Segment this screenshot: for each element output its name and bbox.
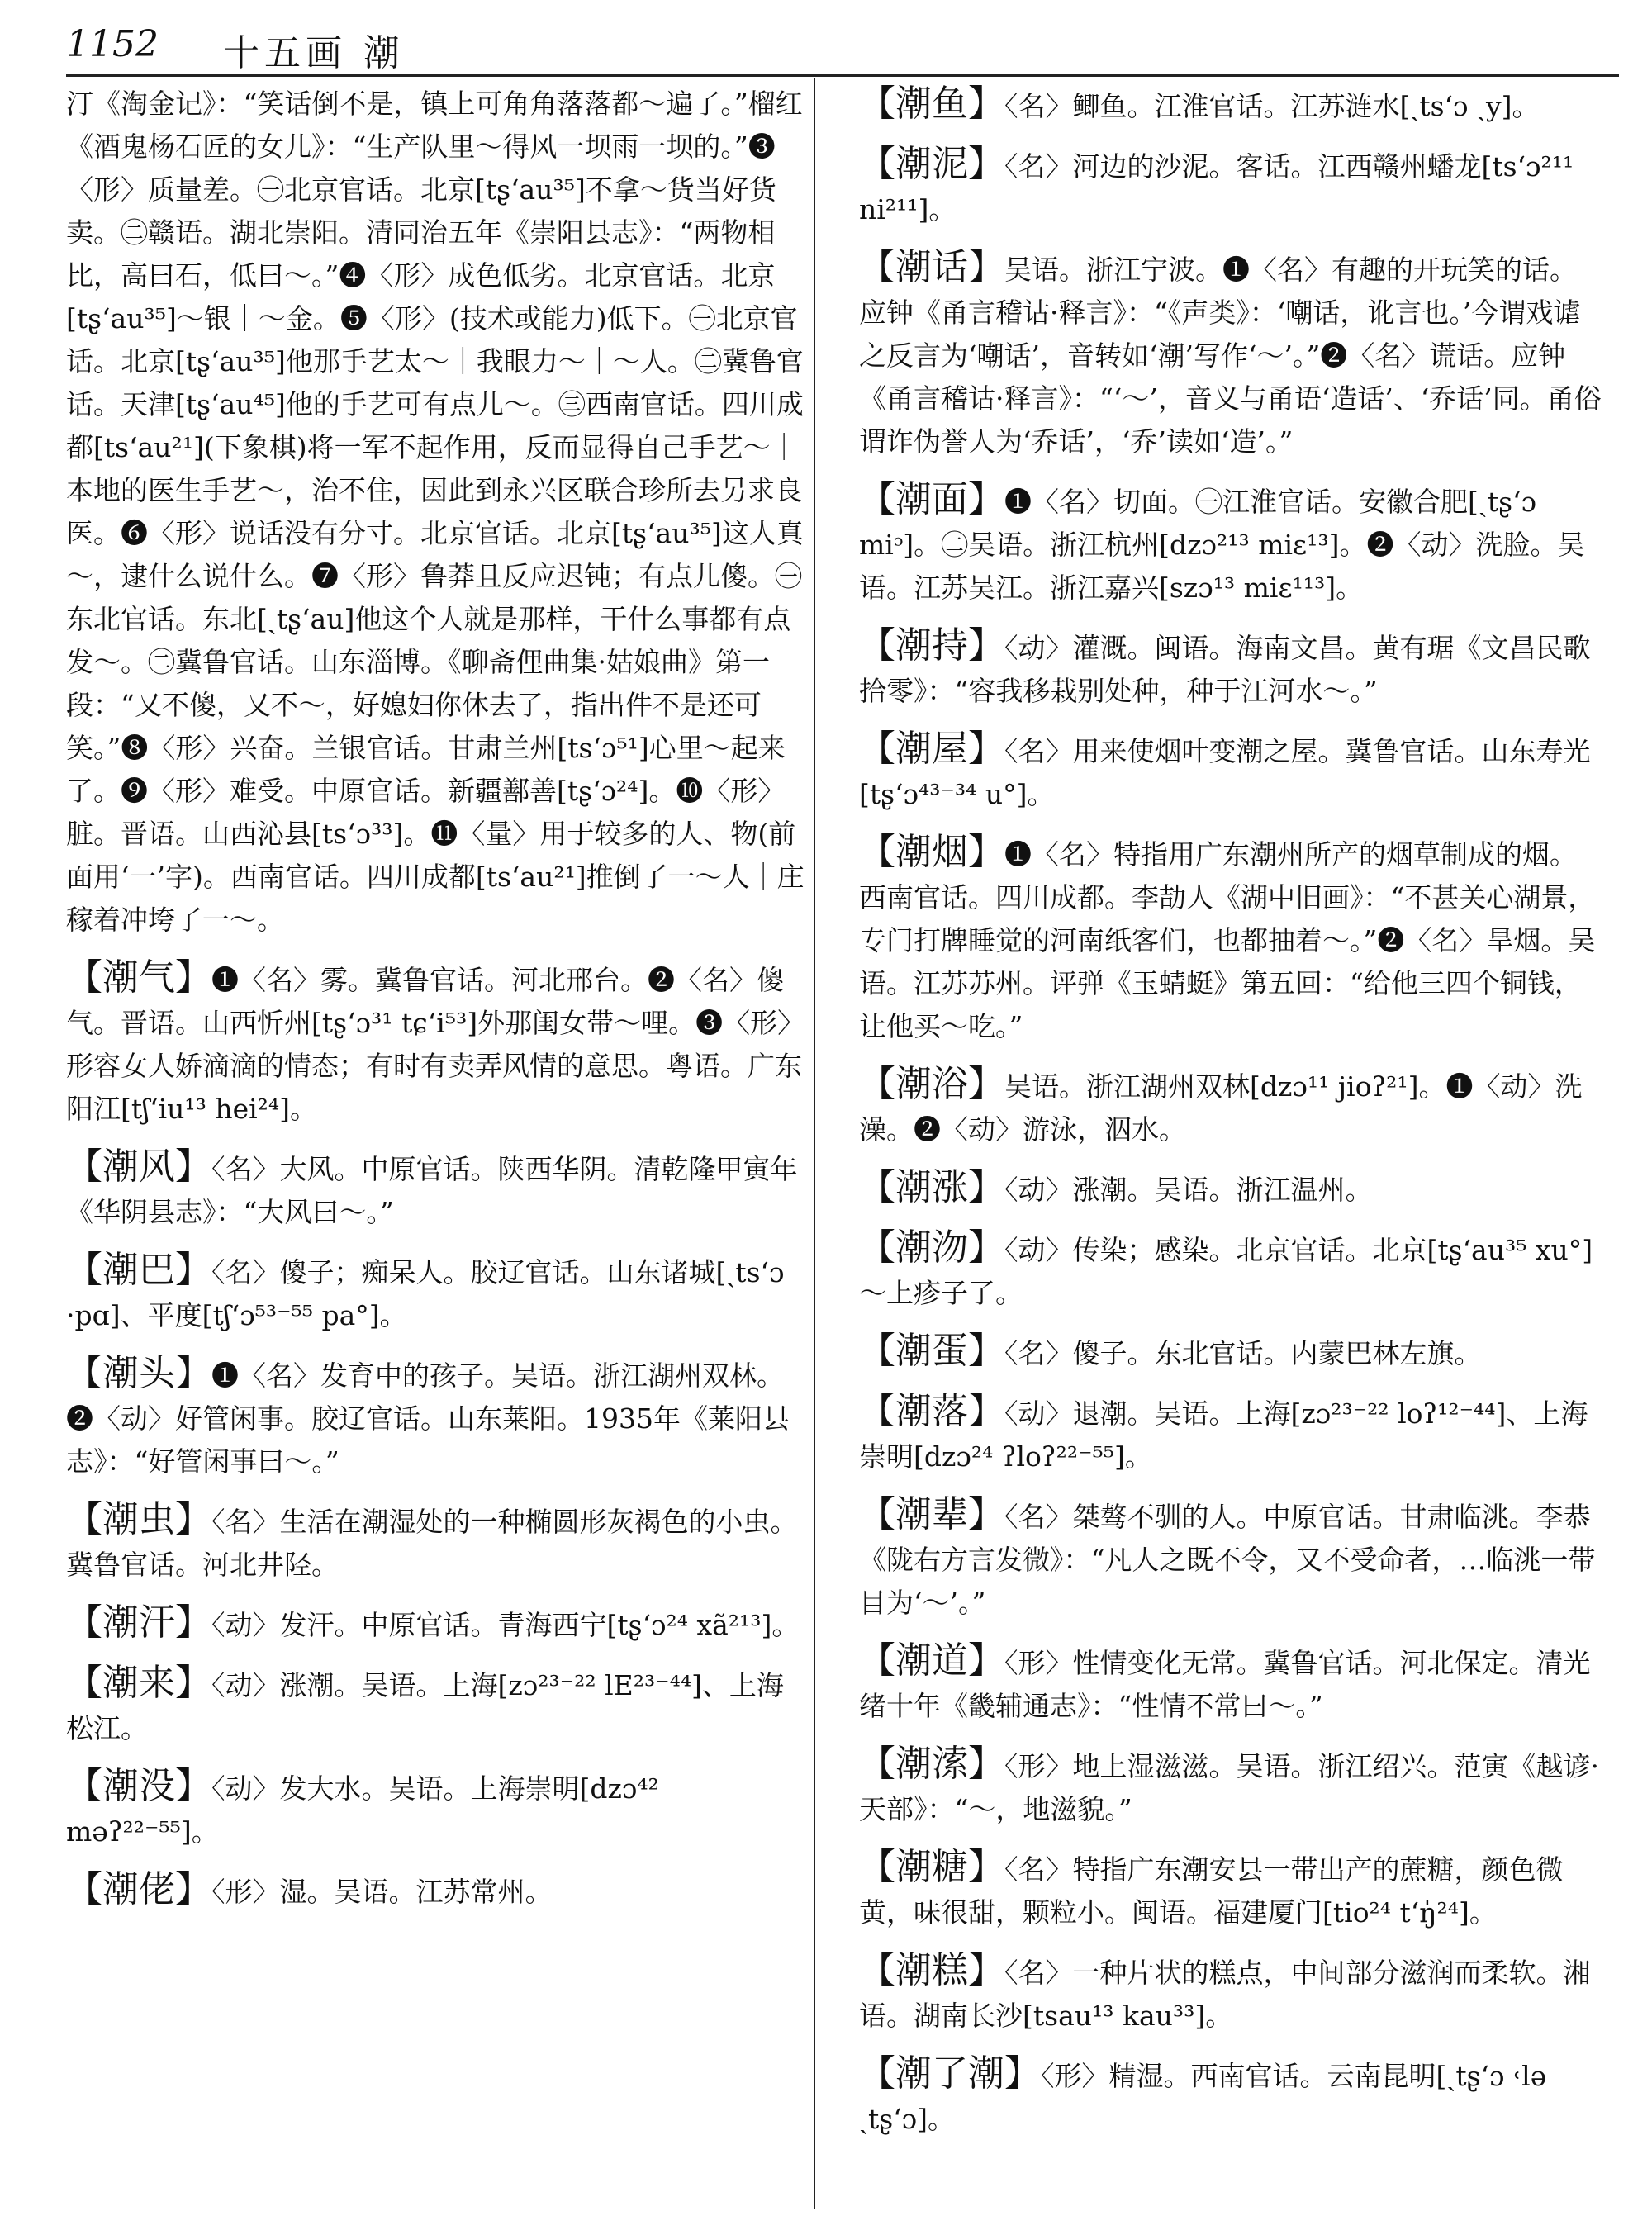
dictionary-entry <box>66 1662 809 1750</box>
dictionary-entry <box>859 1949 1602 2038</box>
entry-headword: 【潮佬】 <box>66 1868 211 1910</box>
entry-headword: 【潮汗】 <box>66 1601 211 1644</box>
dictionary-entry <box>66 1498 809 1587</box>
entry-definition: 〈名〉桀骜不驯的人。中原官话。甘肃临洮。李恭《陇右方言发微》：“凡人之既不令，又不受命者，…临洮一带目为‘～’。” <box>859 1501 1596 1619</box>
entry-headword: 【潮沕】 <box>859 1226 1004 1269</box>
entry-definition: ❶〈名〉特指用广东潮州所产的烟草制成的烟。西南官话。四川成都。李劼人《湖中旧画》：“不甚关心湖景，专门打牌睡觉的河南纸客们，也都抽着～。”❷〈名〉旱烟。吴语。江苏苏州。评弹《玉蜻蜓》第五回：“给他三四个铜钱，让他买～吃。” <box>859 838 1596 1042</box>
page-number: 1152 <box>66 23 159 65</box>
dictionary-entry <box>66 1352 809 1483</box>
right-column <box>859 83 1602 2156</box>
entry-headword: 【潮面】 <box>859 478 1004 520</box>
dictionary-entry <box>859 1330 1602 1375</box>
dictionary-entry <box>859 1166 1602 1212</box>
entry-definition: 〈动〉灌溉。闽语。海南文昌。黄有琚《文昌民歌拾零》：“容我移栽别处种，种于江河水～。” <box>859 632 1591 707</box>
entry-headword: 【潮糕】 <box>859 1949 1004 1991</box>
dictionary-entry <box>859 143 1602 231</box>
entry-headword: 【潮了潮】 <box>859 2052 1041 2095</box>
dictionary-entry <box>66 1868 809 1914</box>
entry-headword: 【潮蛋】 <box>859 1330 1004 1372</box>
entry-definition: 〈名〉鲫鱼。江淮官话。江苏涟水[ˏtsʻɔ ˏy]。 <box>1004 90 1540 122</box>
dictionary-entry <box>859 1063 1602 1151</box>
entry-headword: 【潮风】 <box>66 1146 211 1188</box>
entry-headword: 【潮巴】 <box>66 1249 211 1291</box>
dictionary-entry <box>859 1639 1602 1728</box>
entry-definition: 〈名〉生活在潮湿处的一种椭圆形灰褐色的小虫。冀鲁官话。河北井陉。 <box>66 1506 798 1581</box>
entry-definition: 〈名〉一种片状的糕点，中间部分滋润而柔软。湘语。湖南长沙[tsau¹³ kau³³]。 <box>859 1957 1591 2032</box>
entry-definition: 吴语。浙江湖州双林[dzɔ¹¹ jioʔ²¹]。❶〈动〉洗澡。❷〈动〉游泳，泅水。 <box>859 1070 1583 1146</box>
entry-definition: 〈名〉傻子。东北官话。内蒙巴林左旗。 <box>1004 1337 1482 1369</box>
entry-definition: 〈形〉湿。吴语。江苏常州。 <box>211 1876 553 1908</box>
entry-definition: 〈形〉地上湿滋滋。吴语。浙江绍兴。范寅《越谚·天部》：“～，地滋貌。” <box>859 1750 1599 1825</box>
dictionary-entry <box>859 624 1602 713</box>
dictionary-entry <box>859 83 1602 128</box>
dictionary-entry <box>859 2052 1602 2141</box>
entry-headword: 【潮糖】 <box>859 1846 1004 1888</box>
entry-headword: 【潮虫】 <box>66 1498 211 1540</box>
left-column <box>66 83 809 1929</box>
dictionary-entry <box>859 1743 1602 1831</box>
entry-definition: ❶〈名〉切面。㊀江淮官话。安徽合肥[ˏtʂʻɔ miᵓ]。㊁吴语。浙江杭州[dzɔ²¹³ miɛ¹³]。❷〈动〉洗脸。吴语。江苏吴江。浙江嘉兴[szɔ¹³ miɛ¹¹³]。 <box>859 486 1585 604</box>
entry-headword: 【潮头】 <box>66 1352 211 1394</box>
entry-headword: 【潮话】 <box>859 246 1004 288</box>
page-header <box>66 17 1619 77</box>
entry-headword: 【潮浴】 <box>859 1063 1004 1105</box>
entry-definition: 〈动〉传染；感染。北京官话。北京[tʂʻau³⁵ xu°]～上疹子了。 <box>859 1234 1593 1309</box>
entry-definition: 〈动〉退潮。吴语。上海[zɔ²³⁻²² loʔ¹²⁻⁴⁴]、上海崇明[dzɔ²⁴ ʔloʔ²²⁻⁵⁵]。 <box>859 1397 1588 1473</box>
entry-headword: 【潮鱼】 <box>859 83 1004 125</box>
entry-definition: ❶〈名〉雾。冀鲁官话。河北邢台。❷〈名〉傻气。晋语。山西忻州[tʂʻɔ³¹ tɕʻi⁵³]外那闺女带～哩。❸〈形〉形容女人娇滴滴的情态；有时有卖弄风情的意思。粤语。广东阳江[tʃʻiu¹³ hei²⁴]。 <box>66 964 805 1125</box>
entry-headword: 【潮来】 <box>66 1662 211 1704</box>
dictionary-entry <box>859 728 1602 816</box>
entry-headword: 【潮气】 <box>66 956 211 999</box>
entry-headword: 【潮烟】 <box>859 831 1004 873</box>
entry-headword: 【潮涨】 <box>859 1166 1004 1208</box>
dictionary-entry <box>66 1601 809 1647</box>
dictionary-entry <box>66 1146 809 1234</box>
dictionary-entry <box>859 1493 1602 1625</box>
dictionary-entry <box>66 1765 809 1853</box>
entry-definition: 〈动〉发汗。中原官话。青海西宁[tʂʻɔ²⁴ xã²¹³]。 <box>211 1609 800 1641</box>
dictionary-entry <box>859 1390 1602 1478</box>
entry-definition: 〈动〉涨潮。吴语。浙江温州。 <box>1004 1174 1373 1206</box>
entry-definition: 〈动〉发大水。吴语。上海崇明[dzɔ⁴² məʔ²²⁻⁵⁵]。 <box>66 1772 659 1848</box>
dictionary-entry <box>66 956 809 1131</box>
entry-headword: 【潮辈】 <box>859 1493 1004 1535</box>
entry-headword: 【潮溹】 <box>859 1743 1004 1785</box>
dictionary-entry <box>66 1249 809 1337</box>
entry-definition: 吴语。浙江宁波。❶〈名〉有趣的开玩笑的话。应钟《甬言稽诂·释言》：“《声类》：‘嘲话，讹言也。’今谓戏谑之反言为‘嘲话’，音转如‘潮’写作‘～’。”❷〈名〉谎话。应钟《甬言稽诂·释言》：“‘～’，音义与甬语‘造话’、‘乔话’同。甬俗谓诈伪誉人为‘乔话’，‘乔’读如‘造’。” <box>859 254 1602 458</box>
column-divider <box>814 78 815 2209</box>
entry-headword: 【潮没】 <box>66 1765 211 1807</box>
entry-headword: 【潮落】 <box>859 1390 1004 1432</box>
continued-entry-text: 汀《淘金记》：“笑话倒不是，镇上可角角落落都～遍了。”榴红《酒鬼杨石匠的女儿》：“生产队里～得风一坝雨一坝的。”❸〈形〉质量差。㊀北京官话。北京[tʂʻau³⁵]不拿～货当好货卖。㊁赣语。湖北崇阳。清同治五年《崇阳县志》：“两物相比，高曰石，低曰～。”❹〈形〉成色低劣。北京官话。北京[tʂʻau³⁵]～银｜～金。❺〈形〉(技术或能力)低下。㊀北京官话。北京[tʂʻau³⁵]他那手艺太～｜我眼力～｜～人。㊁冀鲁官话。天津[tʂʻau⁴⁵]他的手艺可有点儿～。㊂西南官话。四川成都[tsʻau²¹](下象棋)将一军不起作用，反而显得自己手艺～｜本地的医生手艺～，治不住，因此到永兴区联合珍所去另求良医。❻〈形〉说话没有分寸。北京官话。北京[tʂʻau³⁵]这人真～，逮什么说什么。❼〈形〉鲁莽且反应迟钝；有点儿傻。㊀东北官话。东北[ˏtʂʻau]他这个人就是那样，干什么事都有点发～。㊁冀鲁官话。山东淄博。《聊斋俚曲集·姑娘曲》第一段：“又不傻，又不～，好媳妇你休去了，指出件不是还可笑。”❽〈形〉兴奋。兰银官话。甘肃兰州[tsʻɔ⁵¹]心里～起来了。❾〈形〉难受。中原官话。新疆鄯善[tʂʻɔ²⁴]。❿〈形〉脏。晋语。山西沁县[tsʻɔ³³]。⓫〈量〉用于较多的人、物(前面用‘一’字)。西南官话。四川成都[tsʻau²¹]推倒了一～人｜庄稼着冲垮了一～。 <box>66 88 805 936</box>
dictionary-entry <box>859 1226 1602 1315</box>
entry-headword: 【潮屋】 <box>859 728 1004 770</box>
entry-definition: ❶〈名〉发育中的孩子。吴语。浙江湖州双林。❷〈动〉好管闲事。胶辽官话。山东莱阳。1935年《莱阳县志》：“好管闲事曰～。” <box>66 1359 790 1478</box>
dictionary-entry <box>859 1846 1602 1934</box>
running-head: 十五画 潮 <box>223 32 405 74</box>
entry-headword: 【潮泥】 <box>859 143 1004 185</box>
entry-definition: 〈名〉特指广东潮安县一带出产的蔗糖，颜色微黄，味很甜，颗粒小。闽语。福建厦门[tio²⁴ tʻŋ̍²⁴]。 <box>859 1853 1564 1929</box>
entry-definition: 〈形〉性情变化无常。冀鲁官话。河北保定。清光绪十年《畿辅通志》：“性情不常曰～。” <box>859 1647 1591 1722</box>
entry-definition: 〈形〉精湿。西南官话。云南昆明[ˏtʂʻɔ ˓lə ˏtʂʻɔ]。 <box>859 2060 1547 2135</box>
entry-definition: 〈名〉用来使烟叶变潮之屋。冀鲁官话。山东寿光[tʂʻɔ⁴³⁻³⁴ u°]。 <box>859 735 1591 810</box>
entry-definition: 〈动〉涨潮。吴语。上海[zɔ²³⁻²² lE²³⁻⁴⁴]、上海松江。 <box>66 1669 784 1744</box>
dictionary-entry <box>859 831 1602 1048</box>
dictionary-entry <box>859 478 1602 610</box>
entry-headword: 【潮道】 <box>859 1639 1004 1682</box>
entry-definition: 〈名〉傻子；痴呆人。胶辽官话。山东诸城[ˏtsʻɔ ·pɑ]、平度[tʃʻɔ⁵³⁻⁵⁵ pa°]。 <box>66 1256 785 1331</box>
entry-definition: 〈名〉河边的沙泥。客话。江西赣州蟠龙[tsʻɔ²¹¹ ni²¹¹]。 <box>859 150 1574 225</box>
dictionary-entry <box>859 246 1602 463</box>
entry-definition: 〈名〉大风。中原官话。陕西华阴。清乾隆甲寅年《华阴县志》：“大风曰～。” <box>66 1153 798 1228</box>
entry-headword: 【潮持】 <box>859 624 1004 667</box>
